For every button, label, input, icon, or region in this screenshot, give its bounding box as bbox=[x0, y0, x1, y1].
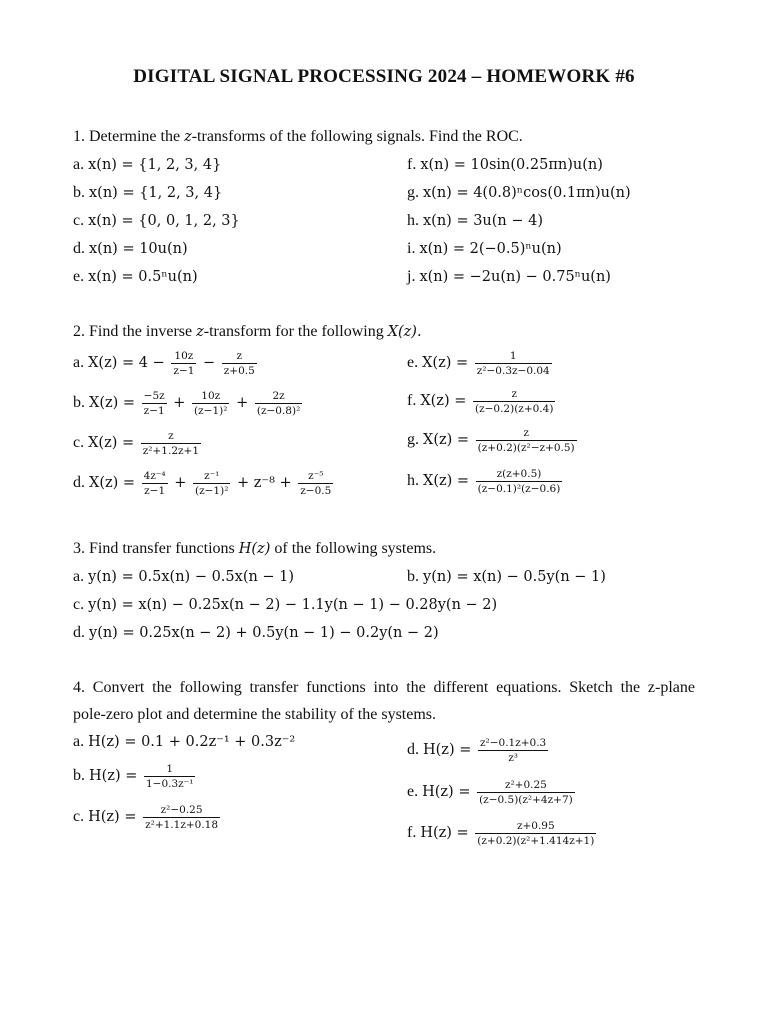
q2-item-f: f. X(z) = $\frac{z}{(z-0.2)(z+0.4)}$ bbox=[407, 388, 554, 415]
q4-item-e: e. H(z) = $\frac{\text{z²+0.25}}{\text{(z−0.5)(z²+4z+7)}}$ bbox=[407, 779, 573, 806]
q2-item-b: b. X(z) = $\frac{-5z}{z-1}$ + $\frac{10z}{\text{(z−1)²}}$ + $\frac{2z}{\text{(z−0.8)²}}$ bbox=[73, 390, 301, 417]
q2-item-a: a. X(z) = 4 − $\frac{10z}{z-1}$ − $\frac{z}{z+0.5}$ bbox=[73, 350, 255, 377]
q3-item-c: c. y(n) = x(n) − 0.25x(n − 2) − 1.1y(n − 1) − 0.28y(n − 2) bbox=[73, 596, 498, 613]
q4-prompt-line2: pole-zero plot and determine the stability of the systems. bbox=[73, 706, 437, 723]
q2-item-g: g. X(z) = $\frac{z}{\text{(z+0.2)(z²−z+0.5)}}$ bbox=[407, 427, 575, 454]
q1-item-c: c. x(n) = {0, 0, 1, 2, 3} bbox=[73, 212, 240, 229]
q1-item-a: a. x(n) = {1, 2, 3, 4} bbox=[73, 156, 222, 173]
q1-item-g: g. x(n) = 4(0.8)ⁿcos(0.1πn)u(n) bbox=[407, 184, 631, 201]
q1-item-j: j. x(n) = −2u(n) − 0.75ⁿu(n) bbox=[407, 268, 611, 285]
q4-item-b: b. H(z) = $\frac{1}{\text{1−0.3z⁻¹}}$ bbox=[73, 763, 194, 790]
q4-item-c: c. H(z) = $\frac{\text{z²−0.25}}{\text{z²+1.1z+0.18}}$ bbox=[73, 804, 219, 831]
q1-item-h: h. x(n) = 3u(n − 4) bbox=[407, 212, 544, 229]
q2-item-h: h. X(z) = $\frac{z(z+0.5)}{\text{(z−0.1)²(z−0.6)}}$ bbox=[407, 468, 561, 495]
q2-item-c: c. X(z) = $\frac{z}{\text{z²+1.2z+1}}$ bbox=[73, 430, 200, 457]
q4-prompt-line1: 4. Convert the following transfer functions into the different equations. Sketch the z-plane bbox=[73, 679, 695, 696]
q2-prompt: 2. Find the inverse z-transform for the following X(z). bbox=[73, 323, 422, 340]
q1-item-d: d. x(n) = 10u(n) bbox=[73, 240, 188, 257]
q3-item-a: a. y(n) = 0.5x(n) − 0.5x(n − 1) bbox=[73, 568, 295, 585]
q2-item-d: d. X(z) = $\frac{\text{4z⁻⁴}}{z-1}$ + $\frac{\text{z⁻¹}}{\text{(z−1)²}}$ + z⁻⁸ + $\frac{\text{z⁻⁵}}{z-0.5}$ bbox=[73, 470, 332, 497]
q4-item-f: f. H(z) = $\frac{z+0.95}{\text{(z+0.2)(z²+1.414z+1)}}$ bbox=[407, 820, 595, 847]
q1-item-f: f. x(n) = 10sin(0.25πn)u(n) bbox=[407, 156, 603, 173]
q3-item-d: d. y(n) = 0.25x(n − 2) + 0.5y(n − 1) − 0.2y(n − 2) bbox=[73, 624, 439, 641]
q4-item-a: a. H(z) = 0.1 + 0.2z⁻¹ + 0.3z⁻² bbox=[73, 733, 296, 750]
q1-item-i: i. x(n) = 2(−0.5)ⁿu(n) bbox=[407, 240, 562, 257]
q4-item-d: d. H(z) = $\frac{\text{z²−0.1z+0.3}}{\text{z³}}$ bbox=[407, 737, 547, 764]
page-title: DIGITAL SIGNAL PROCESSING 2024 – HOMEWORK #6 bbox=[133, 66, 635, 87]
q3-prompt: 3. Find transfer functions H(z) of the following systems. bbox=[73, 540, 437, 557]
q2-item-e: e. X(z) = $\frac{1}{\text{z²−0.3z−0.04}}$ bbox=[407, 350, 550, 377]
q1-item-b: b. x(n) = {1, 2, 3, 4} bbox=[73, 184, 223, 201]
q1-item-e: e. x(n) = 0.5ⁿu(n) bbox=[73, 268, 198, 285]
q1-prompt: 1. Determine the z-transforms of the following signals. Find the ROC. bbox=[73, 128, 523, 145]
q3-item-b: b. y(n) = x(n) − 0.5y(n − 1) bbox=[407, 568, 606, 585]
